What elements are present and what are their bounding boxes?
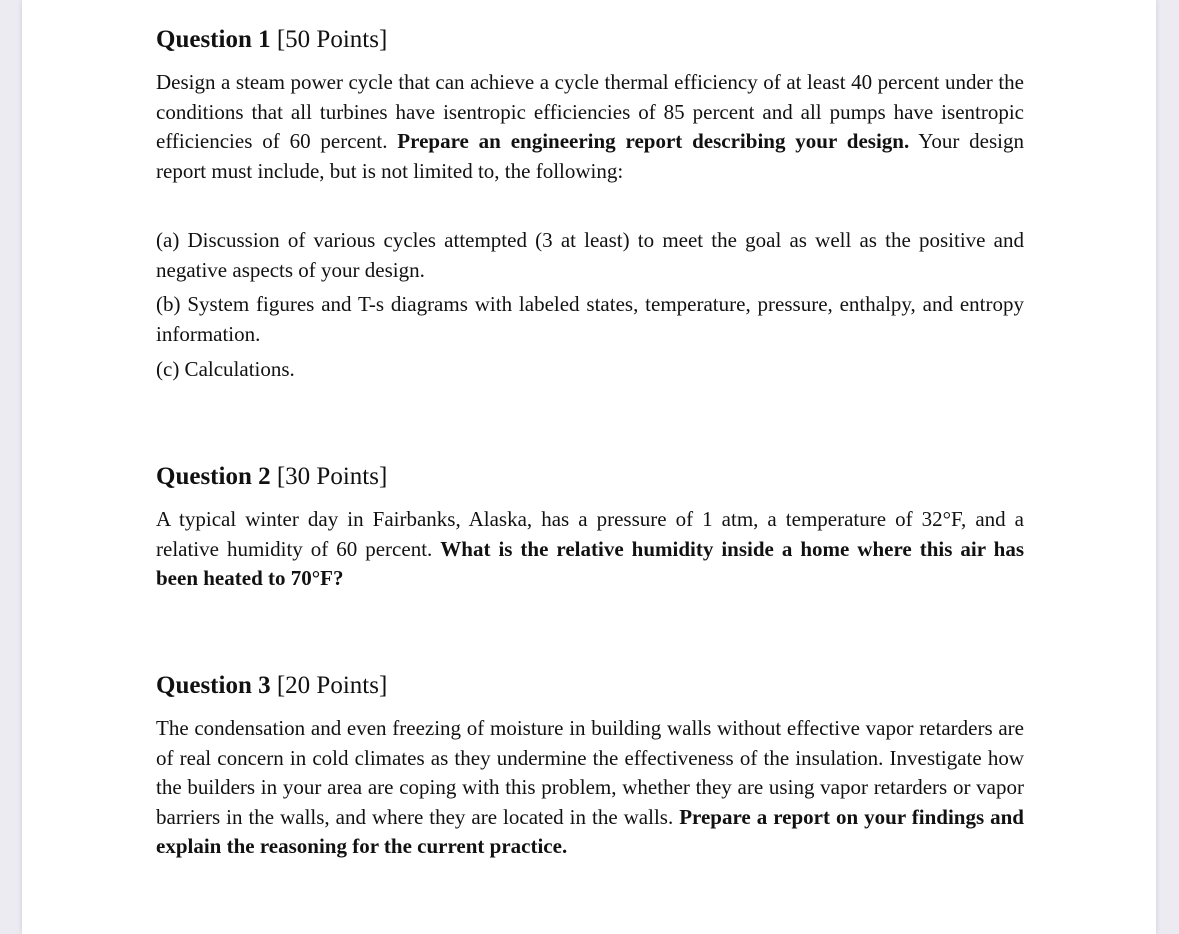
question-3-heading <box>156 671 1024 701</box>
question-3-text: The condensation and even freezing of moisture in building walls without effective vapor retarders are of real concern in cold climates as they undermine the effectiveness of the insulation. Investigate how the builders in your area are coping with this problem, whether they are using vapor retarders or vapor barriers in the walls, and where they are located in the walls. <box>156 716 1024 829</box>
question-3-title: Question 3 <box>156 672 271 699</box>
question-3-body <box>156 714 1024 862</box>
question-1-bold-text: Prepare an engineering report describing your design. <box>397 129 910 153</box>
question-2-text: A typical winter day in Fairbanks, Alaska, has a pressure of 1 atm, a temperature of 32°F, and a relative humidity of 60 percent. <box>156 507 1024 561</box>
question-1-item-c: (c) Calculations. <box>156 357 295 381</box>
question-1-title: Question 1 <box>156 26 271 53</box>
question-2-bold-text: What is the relative humidity inside a home where this air has been heated to 70°F? <box>156 536 1024 590</box>
question-3-bold-text: Prepare a report on your findings and explain the reasoning for the current practice. <box>156 804 1024 858</box>
question-1-item-b: (b) System figures and T-s diagrams with labeled states, temperature, pressure, enthalpy, and entropy information. <box>156 292 1024 346</box>
question-3-points: [20 Points] <box>276 672 388 699</box>
document-page <box>22 0 1156 934</box>
question-1-points: [50 Points] <box>276 26 388 53</box>
question-1-item-a: (a) Discussion of various cycles attempted (3 at least) to meet the goal as well as the positive and negative aspects of your design. <box>156 228 1024 282</box>
question-2-heading <box>156 462 1024 492</box>
question-1-heading <box>156 25 1024 55</box>
question-1-text: Design a steam power cycle that can achieve a cycle thermal efficiency of at least 40 percent under the conditions that all turbines have isentropic efficiencies of 85 percent and all pumps have isentropic efficiencies of 60 percent. <box>156 70 1024 153</box>
question-2-title: Question 2 <box>156 463 271 490</box>
question-1-body <box>156 68 1024 186</box>
question-2-points: [30 Points] <box>276 463 388 490</box>
question-1-text-after: Your design report must include, but is not limited to, the following: <box>156 129 1025 183</box>
question-2-body <box>156 505 1024 594</box>
